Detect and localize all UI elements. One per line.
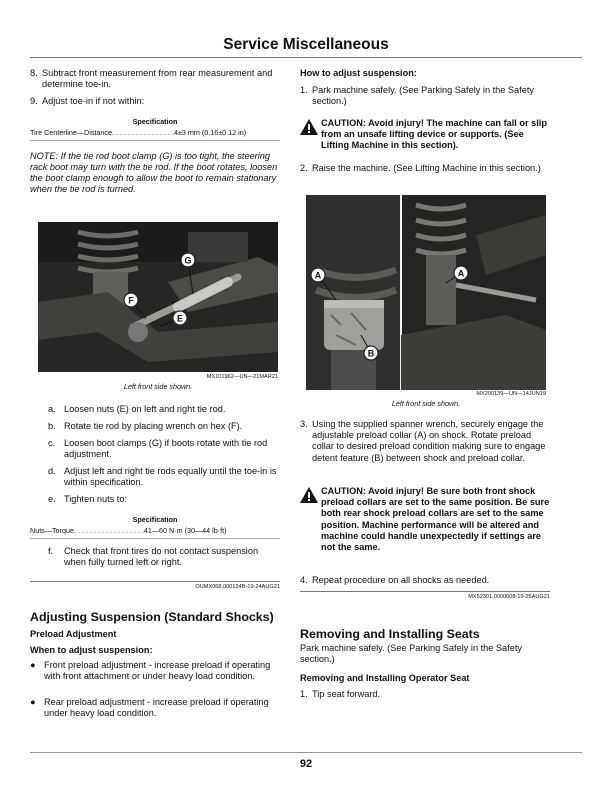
substep-letter: a. <box>48 404 56 414</box>
spec-value: 41—60 N·m (30—44 lb·ft) <box>143 526 227 535</box>
callout-b: B <box>367 348 375 359</box>
substep-text: Adjust left and right tie rods equally until the toe-in is within specification. <box>64 466 277 488</box>
step-3-spanner <box>300 419 552 464</box>
step-text: Repeat procedure on all shocks as needed. <box>312 575 490 585</box>
step-text: Using the supplied spanner wrench, securely engage the adjustable preload collar (A) on shock. Rotate preload collar to desired preload condition making sure to engage detent feature (B) between shock and preload collar. <box>312 419 546 463</box>
substep-letter: d. <box>48 466 56 476</box>
substep-text: Loosen nuts (E) on left and right tie rod. <box>64 404 226 414</box>
spec-rule <box>30 140 280 141</box>
caution-block-2 <box>300 486 552 553</box>
figure-id: MX101962—UN—21MAR21 <box>206 374 278 380</box>
subheading-how-adjust: How to adjust suspension: <box>300 68 417 78</box>
bullet-dot: ● <box>30 660 36 670</box>
spec-rule <box>30 538 280 539</box>
callout-e: E <box>176 313 184 324</box>
reference-id: MX52301,0000608-19-25AUG21 <box>468 594 550 600</box>
spec-dots: . . . . . . . . . . . . . . . . <box>112 128 174 137</box>
figure-caption: Left front side shown. <box>391 399 461 408</box>
tie-rod-illustration <box>38 222 278 372</box>
substep-a <box>48 404 280 415</box>
bullet-dot: ● <box>30 697 36 707</box>
step-1-park <box>300 85 550 107</box>
step-number: 9. <box>30 96 38 106</box>
callout-f: F <box>128 295 134 306</box>
warning-icon <box>300 487 318 503</box>
substep-letter: f. <box>48 546 54 556</box>
warning-icon <box>300 119 318 135</box>
callout-a-right: A <box>457 268 465 279</box>
spec-line-nuts-torque <box>30 526 280 535</box>
section-title-seats: Removing and Installing Seats <box>300 627 480 641</box>
bullet-rear-preload <box>30 697 280 719</box>
spec-label: Nuts—Torque <box>30 526 74 535</box>
bullet-text: Front preload adjustment - increase preload if operating with front attachment or under heavy load condition. <box>44 660 271 682</box>
subheading-when-adjust: When to adjust suspension: <box>30 645 153 655</box>
subheading-preload: Preload Adjustment <box>30 629 117 639</box>
substep-text: Loosen boot clamps (G) if boots rotate with tie rod adjustment. <box>64 438 268 460</box>
step-text: Tip seat forward. <box>312 689 381 699</box>
step-number: 8. <box>30 68 38 78</box>
spec-value: 4±3 mm (0.16±0.12 in) <box>173 128 247 137</box>
tie-rod-photo <box>38 222 278 372</box>
step-8 <box>30 68 280 90</box>
step-number: 4. <box>300 575 308 585</box>
step-text: Park machine safely. (See Parking Safely in the Safety section.) <box>312 85 534 107</box>
step-1-tip-seat <box>300 689 550 700</box>
caution-text: CAUTION: Avoid injury! The machine can fall or slip from an unsafe lifting device or supports. (See Lifting Machine in this section). <box>321 118 547 151</box>
shock-photo <box>306 195 546 390</box>
page-number: 92 <box>299 758 313 770</box>
spec-label: Tire Centerline—Distance <box>30 128 113 137</box>
step-9 <box>30 96 280 107</box>
section-end-rule <box>300 591 550 592</box>
bullet-text: Rear preload adjustment - increase preload if operating under heavy load condition. <box>44 697 269 719</box>
substep-letter: c. <box>48 438 56 448</box>
substep-d <box>48 466 280 488</box>
substep-f <box>48 546 280 568</box>
substep-letter: b. <box>48 421 56 431</box>
callout-g: G <box>184 255 192 266</box>
callout-a-left: A <box>314 270 322 281</box>
substep-b <box>48 421 280 432</box>
step-text: Adjust toe-in if not within: <box>42 96 145 106</box>
substep-letter: e. <box>48 494 56 504</box>
substep-e <box>48 494 280 505</box>
seats-intro: Park machine safely. (See Parking Safely in the Safety section.) <box>300 643 522 665</box>
spec-heading: Specification <box>132 117 178 126</box>
step-text: Subtract front measurement from rear measurement and determine toe-in. <box>42 68 273 90</box>
step-4-repeat <box>300 575 550 586</box>
footer-rule <box>30 752 582 753</box>
section-end-rule <box>30 581 280 582</box>
page-title: Service Miscellaneous <box>223 36 389 53</box>
step-number: 1. <box>300 689 308 699</box>
substep-text: Check that front tires do not contact suspension when fully turned left or right. <box>64 546 259 568</box>
figure-id: MX200139—UN—14JUN19 <box>476 391 546 397</box>
substep-c <box>48 438 280 460</box>
title-rule <box>30 57 582 58</box>
caution-block-1 <box>300 118 550 152</box>
subheading-operator-seat: Removing and Installing Operator Seat <box>300 673 470 683</box>
note: NOTE: If the tie rod boot clamp (G) is too tight, the steering rack boot may turn with the tie rod. If the boot rotates, loosen the boot clamp enough to allow the boot to remain stationary when the tie rod is turned. <box>30 151 278 194</box>
section-title-suspension: Adjusting Suspension (Standard Shocks) <box>30 610 274 624</box>
substep-text: Tighten nuts to: <box>64 494 127 504</box>
step-2-raise <box>300 163 550 174</box>
step-text: Raise the machine. (See Lifting Machine in this section.) <box>312 163 541 173</box>
caution-text: CAUTION: Avoid injury! Be sure both front shock preload collars are set to the same position. Be sure both rear shock preload collars are set to the same position. Machine performance will be altered and machine could handle unexpectedly if settings are not the same. <box>321 486 550 553</box>
substep-text: Rotate tie rod by placing wrench on hex (F). <box>64 421 243 431</box>
figure-caption: Left front side shown. <box>123 382 193 391</box>
shock-illustration <box>306 195 546 390</box>
step-number: 3. <box>300 419 308 429</box>
spec-heading: Specification <box>132 515 178 524</box>
spec-dots: . . . . . . . . . . . . . . . . . . <box>73 526 144 535</box>
bullet-front-preload <box>30 660 280 682</box>
step-number: 1. <box>300 85 308 95</box>
spec-line-toe-in <box>30 128 280 137</box>
reference-id: OUMX068,000124B-19-24AUG21 <box>195 584 280 590</box>
step-number: 2. <box>300 163 308 173</box>
